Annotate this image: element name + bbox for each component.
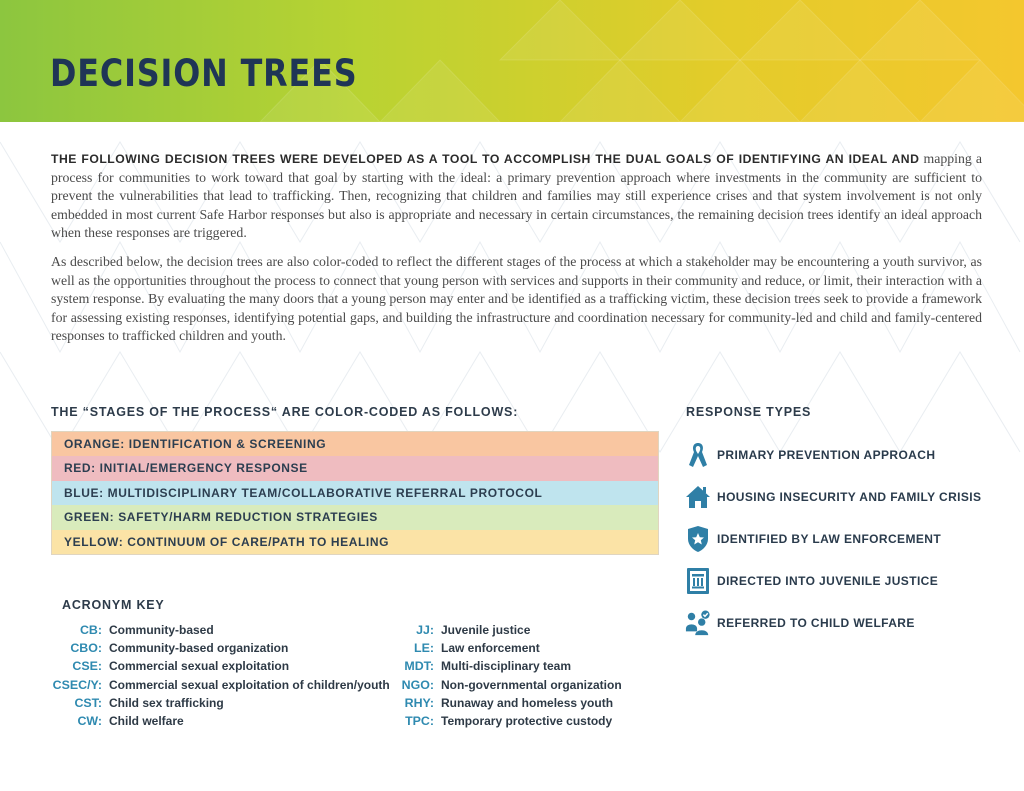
acronym-abbr: CSEC/Y: [52, 677, 102, 692]
acronym-abbr: CST: [74, 695, 102, 710]
acronym-abbr: CW: [77, 713, 102, 728]
acronym-row [50, 712, 390, 730]
response-types-heading: RESPONSE TYPES [686, 405, 812, 419]
acronym-abbr: RHY: [404, 695, 434, 710]
acronym-row [50, 639, 390, 657]
stage-yellow: YELLOW: CONTINUUM OF CARE/PATH TO HEALING [52, 530, 658, 554]
acronym-row [398, 676, 622, 694]
acronym-list-right [398, 621, 622, 730]
house-icon [685, 482, 711, 512]
acronym-row [398, 694, 622, 712]
intro-paragraph-2: As described below, the decision trees are also color-coded to reflect the different stages of the process at which a stakeholder may be encountering a youth survivor, as well as the opportunities throughout the process to connect that young person with services and supports in their community and reduce, or limit, their interaction with a system response. By evaluating the many doors that a young person may enter and be identified as a trafficking victim, these decision trees seek to provide a framework for assessing existing responses, identifying potential gaps, and building the infrastructure and coordination necessary for community-led and child and family-centered responses to trafficked children and youth. [51, 253, 982, 344]
acronym-def: Commercial sexual exploitation [109, 659, 290, 674]
acronym-row [50, 657, 390, 675]
page-title: DECISION TREES [50, 52, 358, 95]
response-label: IDENTIFIED BY LAW ENFORCEMENT [717, 532, 942, 546]
acronym-def: Child welfare [109, 713, 184, 728]
intro-paragraph-1-body: mapping a process for communities to work toward that goal by starting with the ideal: a primary prevention approach where investments in the community are sufficient to prevent the vulnerabilities that lead to trafficking. Then, recognizing that children and families may still experience crises and that system involvement is not only embedded in most current Safe Harbor responses but also is appropriate and necessary in certain circumstances, the remaining decision trees identify an ideal approach when these responses are triggered. [51, 151, 982, 241]
acronym-def: Law enforcement [441, 641, 540, 656]
acronym-abbr: CB: [79, 623, 102, 637]
response-item-law-enforcement [685, 524, 941, 554]
response-label: DIRECTED INTO JUVENILE JUSTICE [717, 574, 939, 588]
acronym-abbr: CBO: [70, 641, 102, 656]
response-item-housing [685, 482, 981, 512]
intro-paragraph-1 [51, 150, 982, 243]
stage-orange: ORANGE: IDENTIFICATION & SCREENING [52, 432, 658, 456]
response-label: REFERRED TO CHILD WELFARE [717, 616, 915, 630]
acronym-def: Community-based [109, 623, 214, 637]
acronym-key-heading: ACRONYM KEY [62, 598, 165, 612]
acronym-abbr: CSE: [72, 659, 102, 674]
acronym-list-left [50, 621, 390, 730]
acronym-def: Child sex trafficking [109, 695, 224, 710]
response-item-child-welfare [685, 608, 915, 638]
acronym-row [398, 639, 622, 657]
acronym-def: Temporary protective custody [441, 713, 613, 728]
police-badge-icon [685, 524, 711, 554]
stage-red: RED: INITIAL/EMERGENCY RESPONSE [52, 456, 658, 480]
header-banner [0, 0, 1024, 122]
intro-lead: THE FOLLOWING DECISION TREES WERE DEVELOPED AS A TOOL TO ACCOMPLISH THE DUAL GOALS OF IDENTIFYING AN IDEAL AND [51, 152, 920, 166]
acronym-def: Commercial sexual exploitation of children/youth [109, 677, 390, 692]
acronym-abbr: LE: [414, 641, 434, 656]
acronym-row [398, 657, 622, 675]
stages-heading: THE “STAGES OF THE PROCESS“ ARE COLOR-CODED AS FOLLOWS: [51, 405, 519, 419]
acronym-row [50, 694, 390, 712]
acronym-def: Multi-disciplinary team [441, 659, 572, 674]
acronym-abbr: TPC: [405, 713, 434, 728]
acronym-row [50, 621, 390, 639]
acronym-def: Community-based organization [109, 641, 289, 656]
acronym-abbr: NGO: [401, 677, 434, 692]
response-item-juvenile-justice [685, 566, 938, 596]
intro-text [51, 150, 982, 356]
stages-legend [51, 431, 659, 555]
ribbon-icon [685, 440, 711, 470]
acronym-def: Juvenile justice [441, 623, 531, 637]
family-check-icon [685, 608, 711, 638]
response-label: PRIMARY PREVENTION APPROACH [717, 448, 936, 462]
acronym-def: Non-governmental organization [441, 677, 622, 692]
acronym-def: Runaway and homeless youth [441, 695, 614, 710]
acronym-abbr: JJ: [416, 623, 434, 637]
acronym-row [398, 712, 622, 730]
courthouse-book-icon [685, 566, 711, 596]
response-item-primary-prevention [685, 440, 935, 470]
response-label: HOUSING INSECURITY AND FAMILY CRISIS [717, 490, 982, 504]
stage-blue: BLUE: MULTIDISCIPLINARY TEAM/COLLABORATIVE REFERRAL PROTOCOL [52, 481, 658, 505]
acronym-row [50, 676, 390, 694]
acronym-abbr: MDT: [404, 659, 434, 674]
stage-green: GREEN: SAFETY/HARM REDUCTION STRATEGIES [52, 505, 658, 529]
acronym-row [398, 621, 622, 639]
